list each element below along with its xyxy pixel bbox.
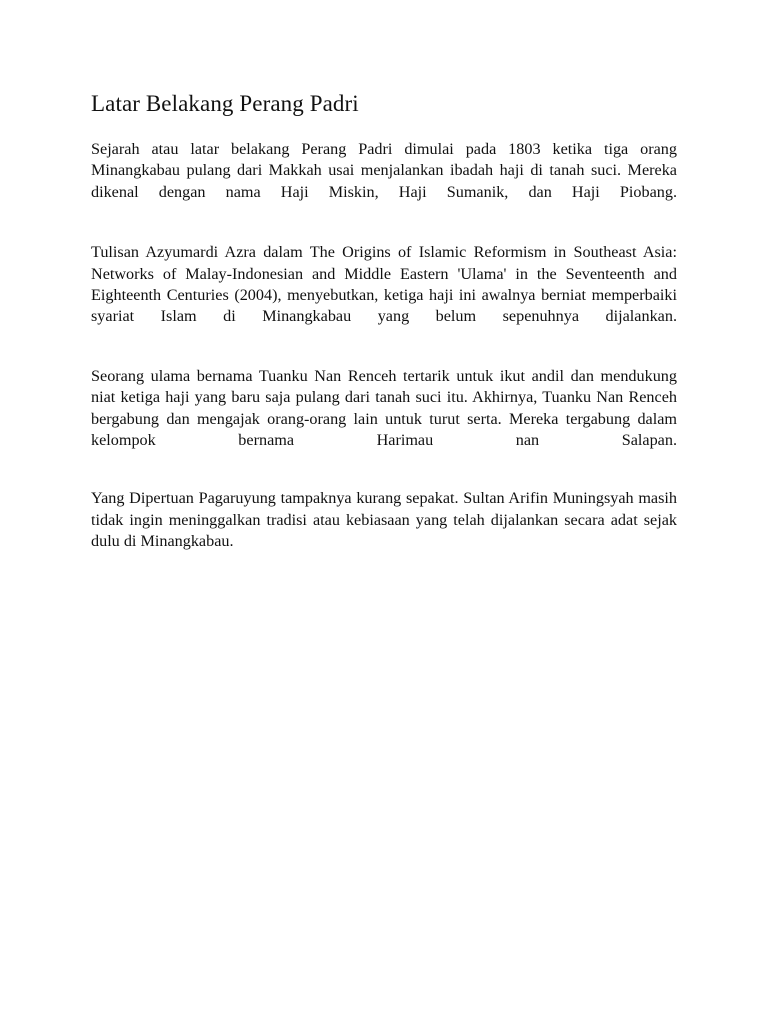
paragraph-spacer <box>91 451 677 488</box>
document-page <box>91 88 677 553</box>
paragraph-spacer <box>91 203 677 242</box>
document-title: Latar Belakang Perang Padri <box>91 91 359 116</box>
paragraph-3: Seorang ulama bernama Tuanku Nan Renceh tertarik untuk ikut andil dan mendukung niat ketiga haji yang baru saja pulang dari tanah suci itu. Akhirnya, Tuanku Nan Renceh bergabung dan mengajak orang-orang lain untuk turut serta. Mereka tergabung dalam kelompok bernama Harimau nan Salapan. <box>91 366 677 450</box>
paragraph-2: Tulisan Azyumardi Azra dalam The Origins of Islamic Reformism in Southeast Asia: Networks of Malay-Indonesian and Middle Eastern 'Ulama' in the Seventeenth and Eighteenth Centuries (2004), menyebutkan, ketiga haji ini awalnya berniat memperbaiki syariat Islam di Minangkabau yang belum sepenuhnya dijalankan. <box>91 243 677 326</box>
paragraph-4: Yang Dipertuan Pagaruyung tampaknya kurang sepakat. Sultan Arifin Muningsyah masih tidak ingin meninggalkan tradisi atau kebiasaan yang telah dijalankan secara adat sejak dulu di Minangkabau. <box>91 489 677 551</box>
paragraph-spacer <box>91 328 677 366</box>
paragraph-1: Sejarah atau latar belakang Perang Padri dimulai pada 1803 ketika tiga orang Minangkabau pulang dari Makkah usai menjalankan ibadah haji di tanah suci. Mereka dikenal dengan nama Haji Miskin, Haji Sumanik, dan Haji Piobang. <box>91 140 677 201</box>
